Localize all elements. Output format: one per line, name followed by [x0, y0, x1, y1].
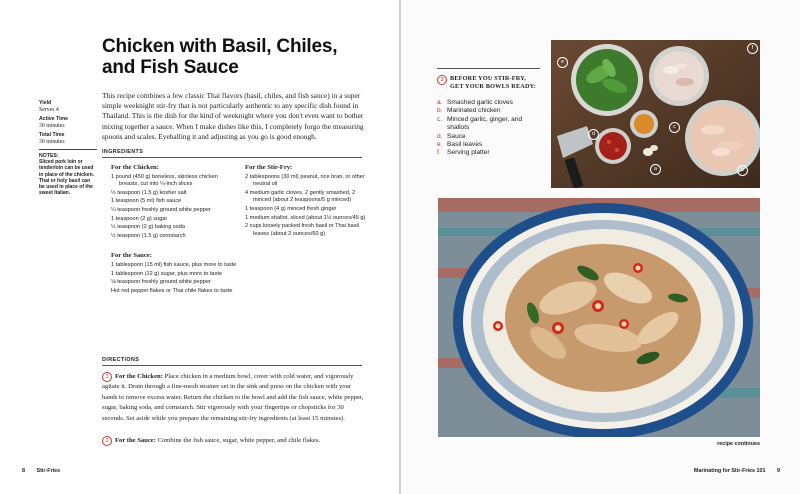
ingredient-item: 1 pound (450 g) boneless, skinless chicken breasts, cut into ¼-inch slices [111, 173, 218, 188]
step-2-heading: For the Sauce: [115, 437, 156, 444]
left-footer [22, 468, 60, 474]
ingredient-item: ½ teaspoon (1.5 g) cornstarch [111, 232, 186, 239]
notes-label: NOTES: [39, 152, 59, 159]
ingredients-col-right [245, 164, 367, 239]
ingredient-item: 1 tablespoon (12 g) sugar, plus more to taste [111, 270, 223, 277]
direction-step-1 [102, 372, 364, 424]
photo-label-e: e [557, 57, 568, 68]
ingredient-item: 1 teaspoon (4 g) minced fresh ginger [245, 205, 337, 212]
before-stirfry-box [437, 68, 547, 158]
list-item: d. Sauce [437, 132, 466, 140]
ingredients-bowls-photo [551, 40, 760, 188]
right-page-number: 9 [777, 468, 780, 474]
photo-label-c: c [669, 122, 680, 133]
chicken-ingredients [111, 174, 239, 241]
right-footer [694, 468, 780, 474]
step-number-3: 3 [437, 75, 447, 85]
bowl-list [437, 99, 547, 158]
chicken-heading: For the Chicken: [111, 164, 159, 171]
list-item: a. Smashed garlic cloves [437, 99, 513, 106]
ingredient-item: ½ teaspoon (1.5 g) kosher salt [111, 189, 187, 196]
recipe-sidebar [39, 100, 97, 196]
directions-rule [102, 365, 362, 366]
ingredients-heading: INGREDIENTS [102, 149, 144, 155]
list-item: c. Minced garlic, ginger, and shallots [437, 115, 523, 132]
ingredient-item: 1 teaspoon (5 ml) fish sauce [111, 198, 182, 205]
title-line-1: Chicken with Basil, Chiles, [102, 36, 338, 57]
left-page-number: 8 [22, 468, 25, 474]
yield-value: Serves 4 [39, 106, 59, 113]
direction-step-2 [102, 436, 364, 446]
before-stirfry-rule [437, 68, 540, 69]
ingredient-item: ⅛ teaspoon freshly ground white pepper [111, 279, 211, 286]
before-stirfry-heading-line-2: GET YOUR BOWLS READY: [450, 83, 536, 90]
ingredient-item: 1 teaspoon (2 g) sugar [111, 215, 168, 222]
photo-label-b: b [737, 165, 748, 176]
ingredients-col-left [111, 164, 239, 296]
ingredients-rule [102, 157, 362, 158]
active-time-label: Active Time [39, 116, 69, 123]
list-item: e. Basil leaves [437, 141, 483, 149]
photo-label-d: d [588, 129, 599, 140]
ingredient-item: ½ teaspoon (2 g) baking soda [111, 224, 186, 231]
recipe-title [102, 36, 352, 78]
ingredient-item: Hot red pepper flakes or Thai chile flakes to taste [111, 287, 233, 294]
total-time-value: 30 minutes [39, 138, 65, 145]
sidebar-divider [39, 149, 97, 150]
title-line-2: and Fish Sauce [102, 57, 239, 78]
sauce-ingredients [111, 262, 239, 295]
step-2-text: Combine the fish sauce, sugar, white pepper, and chile flakes. [157, 437, 321, 444]
notes-text: Sliced pork loin or tenderloin can be used in place of the chicken. Thai or holy basil can be used in place of the sweet Italian. [39, 159, 95, 197]
directions-heading: DIRECTIONS [102, 357, 140, 363]
recipe-continues-note: recipe continues [717, 441, 760, 447]
ingredient-item: 2 cups loosely packed fresh basil or Thai basil leaves (about 2 ounces/60 g) [245, 223, 360, 237]
recipe-intro: This recipe combines a few classic Thai flavors (basil, chiles, and fish sauce) in a super simple weeknight stir-fry that is not particularly authentic to any specific dish found in Thailand. This is the dish for the kind of weeknight where you don't even want to bother mixing together a sauce. When I make dishes like this, I completely forgo the measuring spoons and scales. Eyeballing it and adjusting as you go is good enough. [102, 91, 364, 141]
photo-label-a: a [650, 164, 661, 175]
list-item: f. Serving platter [437, 149, 490, 157]
left-page [0, 0, 399, 494]
ingredient-item: 4 medium garlic cloves, 2 gently smashed, 2 minced (about 2 teaspoons/5 g minced) [245, 189, 356, 204]
ingredient-item: ¼ teaspoon freshly ground white pepper [111, 206, 211, 213]
stirfry-ingredients [245, 174, 367, 239]
total-time-label: Total Time [39, 132, 65, 139]
before-stirfry-heading [450, 75, 536, 91]
before-stirfry-header [437, 75, 547, 91]
finished-dish-photo [438, 198, 760, 437]
ingredient-item: 1 tablespoon (15 ml) fish sauce, plus more to taste [111, 261, 237, 268]
stirfry-heading: For the Stir-Fry: [245, 164, 293, 171]
step-1-text: Place chicken in a medium bowl, cover with cold water, and vigorously agitate it. Drain through a fine-mesh strainer set in the sink and press on the chicken with your hands to remove excess water. Return the chicken to the bowl and add the fish sauce, white pepper, sugar, baking soda, and cornstarch. Stir vigorously with your fingertips or chopsticks for 30 seconds. Set aside while you prepare the remaining stir-fry ingredients (at least 15 minutes). [102, 373, 364, 422]
left-section-name: Stir-Fries [36, 468, 61, 474]
step-number-1: 1 [102, 372, 112, 382]
sauce-heading: For the Sauce: [111, 252, 152, 260]
ingredient-item: 2 tablespoons (30 ml) peanut, rice bran, or other neutral oil [245, 173, 365, 188]
step-1-heading: For the Chicken: [115, 373, 163, 380]
active-time-value: 30 minutes [39, 122, 65, 129]
ingredient-item: 1 medium shallot, sliced (about 1½ ounces/45 g) [245, 214, 366, 221]
photo-label-f: f [747, 43, 758, 54]
before-stirfry-heading-line-1: BEFORE YOU STIR-FRY, [450, 75, 527, 82]
yield-label: Yield [39, 100, 52, 106]
step-number-2: 2 [102, 436, 112, 446]
finished-dish-illustration [438, 198, 760, 437]
right-section-name: Marinating for Stir-Fries 101 [693, 468, 766, 474]
list-item: b. Marinated chicken [437, 107, 501, 115]
